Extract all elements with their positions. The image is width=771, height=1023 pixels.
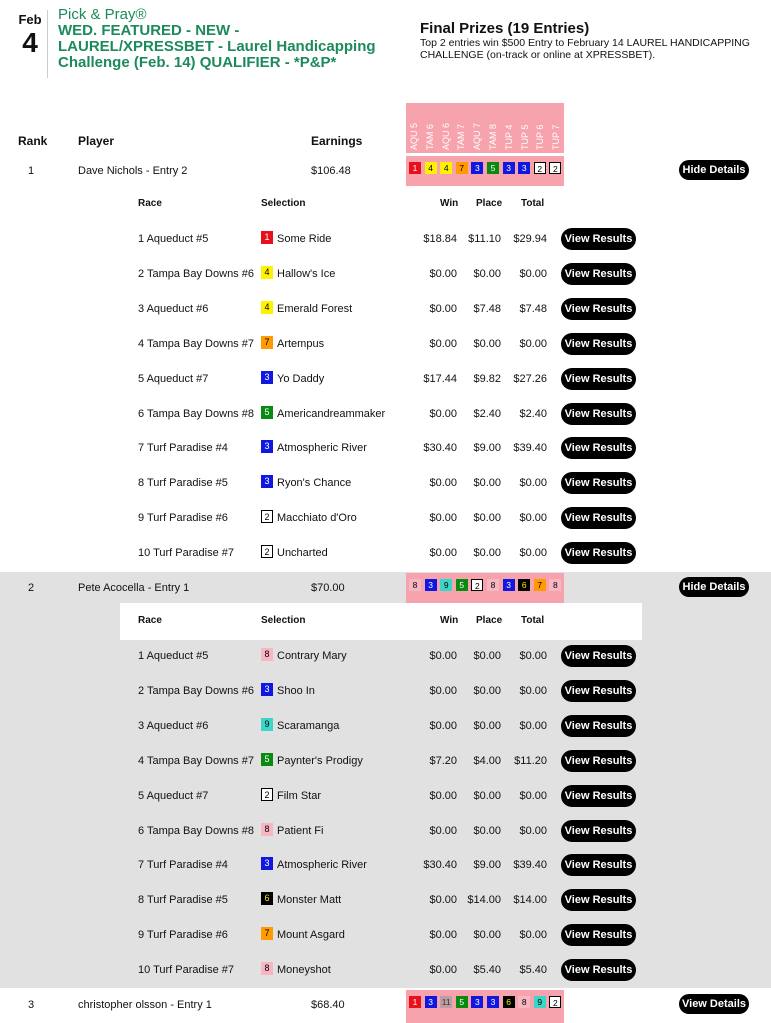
details-header [120, 603, 642, 640]
pick-badge: 2 [549, 162, 561, 174]
pick-badge: 9 [440, 579, 452, 591]
total-amount: $0.00 [519, 267, 547, 280]
prizes-title: Final Prizes (19 Entries) [420, 20, 590, 37]
race-header-label: AQU 7 [472, 122, 483, 150]
pick-badge: 1 [409, 996, 421, 1008]
view-results-button[interactable]: View Results [561, 854, 636, 876]
race-header-label: TUP 7 [551, 124, 562, 150]
place-amount: $0.00 [473, 512, 501, 525]
horse-name: Mount Asgard [277, 929, 345, 942]
race-detail-row [0, 883, 771, 918]
pick-badge: 3 [471, 162, 483, 174]
win-amount: $0.00 [429, 302, 457, 315]
race-header-label: TAM 6 [424, 124, 435, 150]
details-header-total: Total [521, 198, 545, 209]
horse-number-badge: 4 [261, 266, 273, 279]
race-detail-row [0, 918, 771, 953]
horse-name: Ryon's Chance [277, 477, 352, 490]
total-amount: $5.40 [519, 964, 547, 977]
player-name: christopher olsson - Entry 1 [78, 999, 212, 1011]
win-amount: $0.00 [429, 512, 457, 525]
pick-badge: 6 [503, 996, 515, 1008]
horse-name: Shoo In [277, 684, 315, 697]
horse-name: Americandreammaker [277, 407, 386, 420]
horse-name: Moneyshot [277, 964, 331, 977]
pick-badge: 4 [440, 162, 452, 174]
win-amount: $0.00 [429, 964, 457, 977]
horse-name: Hallow's Ice [277, 267, 336, 280]
race-name: 7 Turf Paradise #4 [138, 442, 228, 455]
total-amount: $0.00 [519, 547, 547, 560]
place-amount: $0.00 [473, 650, 501, 662]
pick-badge: 1 [409, 162, 421, 174]
horse-name: Artempus [277, 337, 325, 350]
race-header-cell [453, 103, 469, 153]
win-amount: $0.00 [429, 267, 457, 280]
race-name: 4 Tampa Bay Downs #7 [138, 754, 254, 767]
horse-name: Scaramanga [277, 719, 340, 732]
race-detail-row [0, 257, 771, 292]
race-header-label: TUP 5 [519, 124, 530, 150]
race-detail-row [0, 674, 771, 709]
win-amount: $30.40 [423, 442, 457, 455]
win-amount: $0.00 [429, 684, 457, 697]
total-amount: $0.00 [519, 719, 547, 732]
race-name: 4 Tampa Bay Downs #7 [138, 337, 254, 350]
race-detail-row [0, 779, 771, 814]
race-name: 5 Aqueduct #7 [138, 789, 209, 802]
details-header-race: Race [138, 615, 162, 626]
win-amount: $17.44 [423, 372, 457, 385]
details-header-total: Total [521, 615, 545, 626]
place-amount: $0.00 [473, 267, 501, 280]
pick-badge: 5 [487, 162, 499, 174]
details-header-win: Win [440, 198, 459, 209]
win-amount: $0.00 [429, 407, 457, 420]
leaderboard-row [0, 990, 771, 1020]
race-name: 10 Turf Paradise #7 [138, 964, 235, 977]
pick-badge: 5 [456, 579, 468, 591]
horse-name: Atmospheric River [277, 442, 367, 455]
hide-details-button[interactable]: Hide Details [679, 160, 749, 180]
race-name: 5 Aqueduct #7 [138, 372, 209, 385]
race-header-cell [422, 103, 438, 153]
horse-number-badge: 8 [261, 648, 273, 661]
total-amount: $0.00 [519, 684, 547, 697]
view-results-button[interactable]: View Results [561, 924, 636, 946]
race-detail-row [0, 814, 771, 849]
view-details-button[interactable]: View Details [679, 994, 749, 1014]
pick-badge: 2 [471, 579, 483, 591]
horse-name: Emerald Forest [277, 302, 353, 315]
place-amount: $0.00 [473, 337, 501, 350]
pick-badge: 9 [534, 996, 546, 1008]
win-amount: $0.00 [429, 789, 457, 802]
race-header-cell [469, 103, 485, 153]
pick-badge: 7 [534, 579, 546, 591]
win-amount: $0.00 [429, 547, 457, 560]
win-amount: $0.00 [429, 719, 457, 732]
details-header-place: Place [476, 198, 503, 209]
pick-badge: 2 [549, 996, 561, 1008]
pick-badge: 8 [487, 579, 499, 591]
race-detail-row [0, 327, 771, 362]
race-name: 8 Turf Paradise #5 [138, 894, 228, 907]
player-name: Dave Nichols - Entry 2 [78, 165, 188, 177]
race-name: 8 Turf Paradise #5 [138, 477, 228, 490]
pick-badge: 7 [456, 162, 468, 174]
player-earnings: $70.00 [311, 582, 345, 594]
race-detail-row [0, 536, 771, 571]
picks-strip [406, 573, 564, 603]
race-detail-row [0, 397, 771, 432]
horse-name: Monster Matt [277, 894, 342, 907]
place-amount: $11.10 [468, 233, 501, 245]
pick-badge: 3 [487, 996, 499, 1008]
race-header-cell [517, 103, 533, 153]
pick-badge: 3 [503, 579, 515, 591]
pick-badge: 2 [534, 162, 546, 174]
win-amount: $30.40 [423, 859, 457, 872]
race-name: 3 Aqueduct #6 [138, 719, 209, 732]
horse-name: Some Ride [277, 233, 332, 245]
pick-badge: 8 [549, 579, 561, 591]
total-amount: $0.00 [519, 477, 547, 490]
horse-number-badge: 5 [261, 406, 273, 419]
horse-number-badge: 8 [261, 962, 273, 975]
details-header-win: Win [440, 615, 459, 626]
horse-number-badge: 3 [261, 440, 273, 453]
race-detail-row [0, 501, 771, 536]
details-header-selection: Selection [261, 198, 306, 209]
pick-badge: 3 [471, 996, 483, 1008]
horse-number-badge: 3 [261, 857, 273, 870]
view-results-button[interactable]: View Results [561, 403, 636, 425]
horse-number-badge: 4 [261, 301, 273, 314]
view-results-button[interactable]: View Results [561, 228, 636, 250]
place-amount: $9.00 [473, 442, 501, 455]
player-name: Pete Acocella - Entry 1 [78, 582, 190, 594]
race-header-cell [532, 103, 548, 153]
player-header: Player [78, 134, 115, 148]
player-earnings: $68.40 [311, 999, 345, 1011]
player-rank: 3 [28, 999, 35, 1011]
win-amount: $7.20 [429, 754, 457, 767]
race-header-label: TAM 7 [456, 124, 467, 150]
contest-header [0, 0, 771, 90]
race-name: 2 Tampa Bay Downs #6 [138, 684, 254, 697]
earnings-header: Earnings [311, 134, 363, 148]
race-header-cell [438, 103, 454, 153]
view-results-button[interactable]: View Results [561, 959, 636, 981]
contest-title: WED. FEATURED - NEW - LAUREL/XPRESSBET - Laurel Handicapping Challenge (Feb. 14) QUALIFIER - *P&P* [58, 22, 376, 71]
horse-number-badge: 7 [261, 336, 273, 349]
view-results-button[interactable]: View Results [561, 680, 636, 702]
horse-number-badge: 6 [261, 892, 273, 905]
view-results-button[interactable]: View Results [561, 333, 636, 355]
win-amount: $0.00 [429, 650, 457, 662]
place-amount: $0.00 [473, 789, 501, 802]
race-header-label: AQU 5 [409, 122, 419, 150]
race-detail-row [0, 848, 771, 883]
place-amount: $0.00 [473, 824, 501, 837]
win-amount: $0.00 [429, 929, 457, 942]
view-results-button[interactable]: View Results [561, 645, 636, 667]
horse-name: Yo Daddy [277, 372, 325, 385]
race-detail-row [0, 466, 771, 501]
horse-name: Macchiato d'Oro [277, 512, 357, 525]
leaderboard-row [0, 156, 771, 186]
leaderboard-row [0, 573, 771, 603]
place-amount: $0.00 [473, 477, 501, 490]
pick-badge: 8 [409, 579, 421, 591]
race-headers [406, 103, 564, 153]
horse-number-badge: 7 [261, 927, 273, 940]
details-header [120, 186, 642, 222]
race-name: 6 Tampa Bay Downs #8 [138, 824, 254, 837]
race-name: 7 Turf Paradise #4 [138, 859, 228, 872]
view-results-button[interactable]: View Results [561, 820, 636, 842]
race-header-cell [548, 103, 564, 153]
race-name: 3 Aqueduct #6 [138, 302, 209, 315]
win-amount: $0.00 [429, 477, 457, 490]
total-amount: $11.20 [514, 754, 547, 767]
race-header-label: AQU 6 [440, 122, 451, 150]
place-amount: $0.00 [473, 719, 501, 732]
horse-number-badge: 9 [261, 718, 273, 731]
race-detail-row [0, 744, 771, 779]
player-earnings: $106.48 [311, 165, 351, 177]
date-month: Feb [18, 12, 42, 27]
race-name: 1 Aqueduct #5 [138, 233, 209, 245]
place-amount: $2.40 [473, 407, 501, 420]
picks-strip [406, 990, 564, 1023]
place-amount: $4.00 [473, 754, 501, 767]
pick-badge: 3 [503, 162, 515, 174]
view-results-button[interactable]: View Results [561, 889, 636, 911]
race-detail-row [0, 292, 771, 327]
total-amount: $0.00 [519, 512, 547, 525]
total-amount: $39.40 [513, 859, 547, 872]
horse-name: Patient Fi [277, 824, 324, 837]
total-amount: $27.26 [513, 372, 547, 385]
horse-number-badge: 2 [261, 510, 273, 523]
prizes-description: Top 2 entries win $500 Entry to February 14 LAUREL HANDICAPPING CHALLENGE (on-track or online at XPRESSBET). [420, 37, 750, 61]
pick-badge: 4 [425, 162, 437, 174]
pick-badge: 11 [441, 997, 451, 1007]
player-rank: 1 [28, 165, 35, 177]
total-amount: $7.48 [519, 302, 547, 315]
view-results-button[interactable]: View Results [561, 785, 636, 807]
horse-number-badge: 3 [261, 475, 273, 488]
race-header-label: TUP 6 [535, 124, 546, 150]
horse-number-badge: 5 [261, 753, 273, 766]
view-results-button[interactable]: View Results [561, 437, 636, 459]
horse-name: Film Star [277, 789, 321, 802]
total-amount: $14.00 [513, 894, 547, 907]
place-amount: $9.82 [473, 372, 501, 385]
contest-info [58, 6, 398, 71]
view-results-button[interactable]: View Results [561, 298, 636, 320]
horse-name: Uncharted [277, 547, 328, 560]
pick-badge: 3 [425, 996, 437, 1008]
pick-badge: 6 [518, 579, 530, 591]
place-amount: $9.00 [473, 859, 501, 872]
total-amount: $0.00 [519, 337, 547, 350]
race-name: 2 Tampa Bay Downs #6 [138, 267, 254, 280]
race-name: 9 Turf Paradise #6 [138, 512, 228, 525]
date-day: 4 [22, 27, 38, 58]
place-amount: $7.48 [473, 302, 501, 315]
race-name: 10 Turf Paradise #7 [138, 547, 235, 560]
race-name: 9 Turf Paradise #6 [138, 929, 228, 942]
race-header-label: TAM 8 [488, 124, 498, 150]
picks-strip [406, 156, 564, 186]
final-prizes [420, 20, 765, 61]
place-amount: $5.40 [473, 964, 501, 977]
pick-badge: 3 [518, 162, 530, 174]
race-header-cell [501, 103, 517, 153]
view-results-button[interactable]: View Results [561, 472, 636, 494]
total-amount: $0.00 [519, 650, 547, 662]
horse-name: Paynter's Prodigy [277, 754, 363, 767]
details-header-race: Race [138, 198, 162, 209]
race-detail-row [0, 953, 771, 988]
place-amount: $14.00 [467, 894, 501, 907]
race-detail-row [0, 709, 771, 744]
hide-details-button[interactable]: Hide Details [679, 577, 749, 597]
horse-number-badge: 8 [261, 823, 273, 836]
race-detail-row [0, 222, 771, 257]
contest-brand: Pick & Pray® [58, 6, 147, 23]
total-amount: $2.40 [519, 407, 547, 420]
total-amount: $0.00 [519, 929, 547, 942]
place-amount: $0.00 [473, 547, 501, 560]
win-amount: $0.00 [429, 337, 457, 350]
view-results-button[interactable]: View Results [561, 263, 636, 285]
details-header-place: Place [476, 615, 503, 626]
details-header-selection: Selection [261, 615, 306, 626]
race-name: 1 Aqueduct #5 [138, 650, 209, 662]
view-results-button[interactable]: View Results [561, 750, 636, 772]
horse-number-badge: 3 [261, 371, 273, 384]
race-header-label: TUP 4 [503, 124, 514, 150]
horse-number-badge: 3 [261, 683, 273, 696]
header-divider [47, 10, 48, 78]
race-detail-row [0, 362, 771, 397]
race-detail-row [0, 639, 771, 674]
horse-number-badge: 1 [261, 231, 273, 244]
view-results-button[interactable]: View Results [561, 507, 636, 529]
pick-badge: 3 [425, 579, 437, 591]
player-rank: 2 [28, 582, 35, 594]
pick-badge: 8 [518, 996, 530, 1008]
win-amount: $0.00 [429, 894, 457, 907]
pick-badge: 5 [456, 996, 468, 1008]
race-detail-row [0, 431, 771, 466]
contest-date [10, 12, 50, 57]
rank-header: Rank [18, 134, 48, 148]
win-amount: $18.84 [423, 233, 457, 245]
horse-number-badge: 2 [261, 545, 273, 558]
total-amount: $0.00 [519, 824, 547, 837]
horse-name: Atmospheric River [277, 859, 367, 872]
view-results-button[interactable]: View Results [561, 542, 636, 564]
horse-number-badge: 2 [261, 788, 273, 801]
place-amount: $0.00 [473, 684, 501, 697]
view-results-button[interactable]: View Results [561, 368, 636, 390]
win-amount: $0.00 [429, 824, 457, 837]
race-header-cell [485, 103, 501, 153]
total-amount: $29.94 [513, 233, 547, 245]
race-header-cell [406, 103, 422, 153]
total-amount: $0.00 [519, 789, 547, 802]
total-amount: $39.40 [513, 442, 547, 455]
place-amount: $0.00 [473, 929, 501, 942]
race-name: 6 Tampa Bay Downs #8 [138, 407, 254, 420]
horse-name: Contrary Mary [277, 650, 347, 662]
view-results-button[interactable]: View Results [561, 715, 636, 737]
